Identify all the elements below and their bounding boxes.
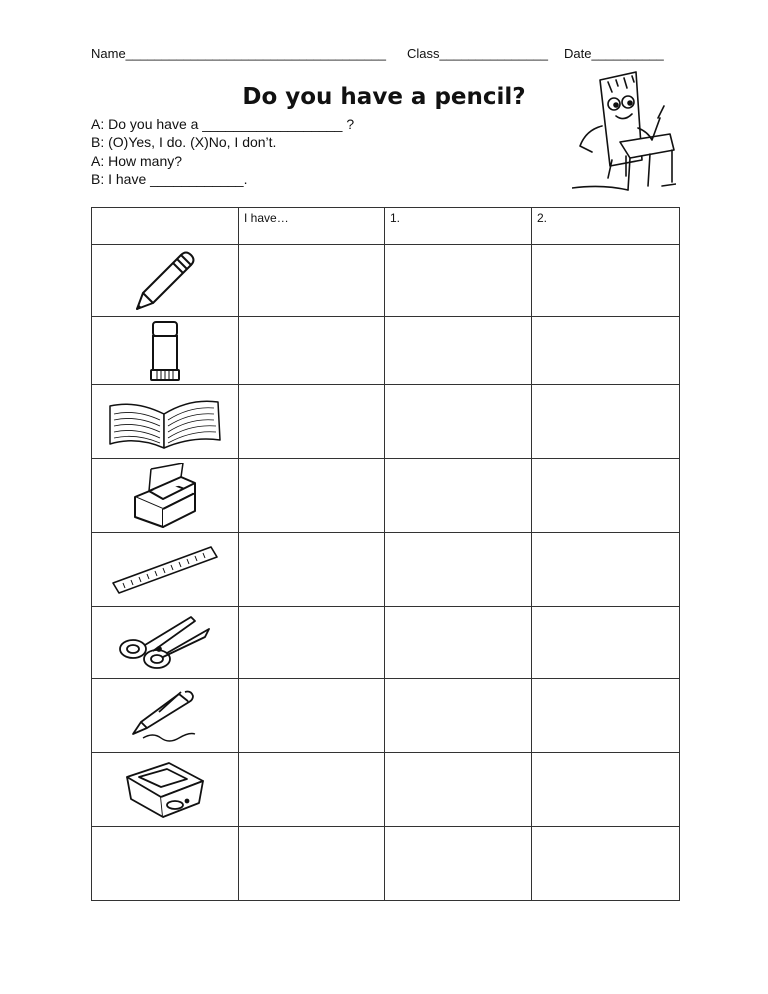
count-cell[interactable] bbox=[385, 533, 532, 607]
dialogue-line-1: A: Do you have a __________________ ? bbox=[91, 116, 355, 132]
ruler-mascot-illustration bbox=[572, 70, 676, 194]
pencil-icon bbox=[133, 249, 197, 313]
dialogue-line-2: B: (O)Yes, I do. (X)No, I don’t. bbox=[91, 134, 277, 150]
scissors-cell bbox=[92, 607, 239, 679]
header-cell-1: 1. bbox=[385, 208, 532, 245]
answer-cell[interactable] bbox=[239, 459, 385, 533]
dialogue-line-3: A: How many? bbox=[91, 153, 183, 169]
table-row-scissors bbox=[92, 607, 680, 679]
count-cell[interactable] bbox=[385, 679, 532, 753]
dialogue-line-4: B: I have ____________. bbox=[91, 171, 248, 187]
table-row-sharpener bbox=[92, 753, 680, 827]
answer-cell[interactable] bbox=[239, 317, 385, 385]
table-row-blank bbox=[92, 827, 680, 901]
sharpener-icon bbox=[123, 759, 207, 821]
count-cell[interactable] bbox=[532, 317, 680, 385]
ruler-cell bbox=[92, 533, 239, 607]
header-cell-picture bbox=[92, 208, 239, 245]
glue-stick-icon bbox=[145, 320, 185, 382]
worksheet-table bbox=[91, 207, 680, 901]
table-row-pencil bbox=[92, 245, 680, 317]
count-cell[interactable] bbox=[532, 679, 680, 753]
count-cell[interactable] bbox=[385, 753, 532, 827]
table-row-glue-stick bbox=[92, 317, 680, 385]
scissors-icon bbox=[117, 613, 213, 673]
glue-stick-cell bbox=[92, 317, 239, 385]
count-cell[interactable] bbox=[532, 459, 680, 533]
answer-cell[interactable] bbox=[239, 827, 385, 901]
header-cell-i-have: I have… bbox=[239, 208, 385, 245]
sharpener-cell bbox=[92, 753, 239, 827]
table-row-eraser bbox=[92, 459, 680, 533]
table-row-ruler bbox=[92, 533, 680, 607]
date-field[interactable]: Date__________ bbox=[564, 46, 664, 61]
table-row-notebook bbox=[92, 385, 680, 459]
answer-cell[interactable] bbox=[239, 245, 385, 317]
count-cell[interactable] bbox=[385, 827, 532, 901]
answer-cell[interactable] bbox=[239, 385, 385, 459]
page-title: Do you have a pencil? bbox=[242, 84, 526, 110]
notebook-cell bbox=[92, 385, 239, 459]
blank-picture-cell[interactable] bbox=[92, 827, 239, 901]
count-cell[interactable] bbox=[532, 607, 680, 679]
answer-cell[interactable] bbox=[239, 753, 385, 827]
table-row-pen bbox=[92, 679, 680, 753]
table-header-row bbox=[92, 208, 680, 245]
class-field[interactable]: Class_______________ bbox=[407, 46, 548, 61]
header-cell-2: 2. bbox=[532, 208, 680, 245]
eraser-cell bbox=[92, 459, 239, 533]
count-cell[interactable] bbox=[532, 385, 680, 459]
count-cell[interactable] bbox=[532, 245, 680, 317]
count-cell[interactable] bbox=[532, 753, 680, 827]
count-cell[interactable] bbox=[385, 459, 532, 533]
pencil-cell bbox=[92, 245, 239, 317]
eraser-icon bbox=[129, 463, 201, 529]
count-cell[interactable] bbox=[385, 607, 532, 679]
count-cell[interactable] bbox=[385, 317, 532, 385]
count-cell[interactable] bbox=[532, 533, 680, 607]
count-cell[interactable] bbox=[385, 245, 532, 317]
count-cell[interactable] bbox=[385, 385, 532, 459]
count-cell[interactable] bbox=[532, 827, 680, 901]
answer-cell[interactable] bbox=[239, 607, 385, 679]
answer-cell[interactable] bbox=[239, 679, 385, 753]
pen-icon bbox=[129, 688, 201, 744]
name-field[interactable]: Name____________________________________ bbox=[91, 46, 386, 61]
notebook-icon bbox=[106, 392, 224, 452]
answer-cell[interactable] bbox=[239, 533, 385, 607]
pen-cell bbox=[92, 679, 239, 753]
ruler-icon bbox=[111, 545, 219, 595]
